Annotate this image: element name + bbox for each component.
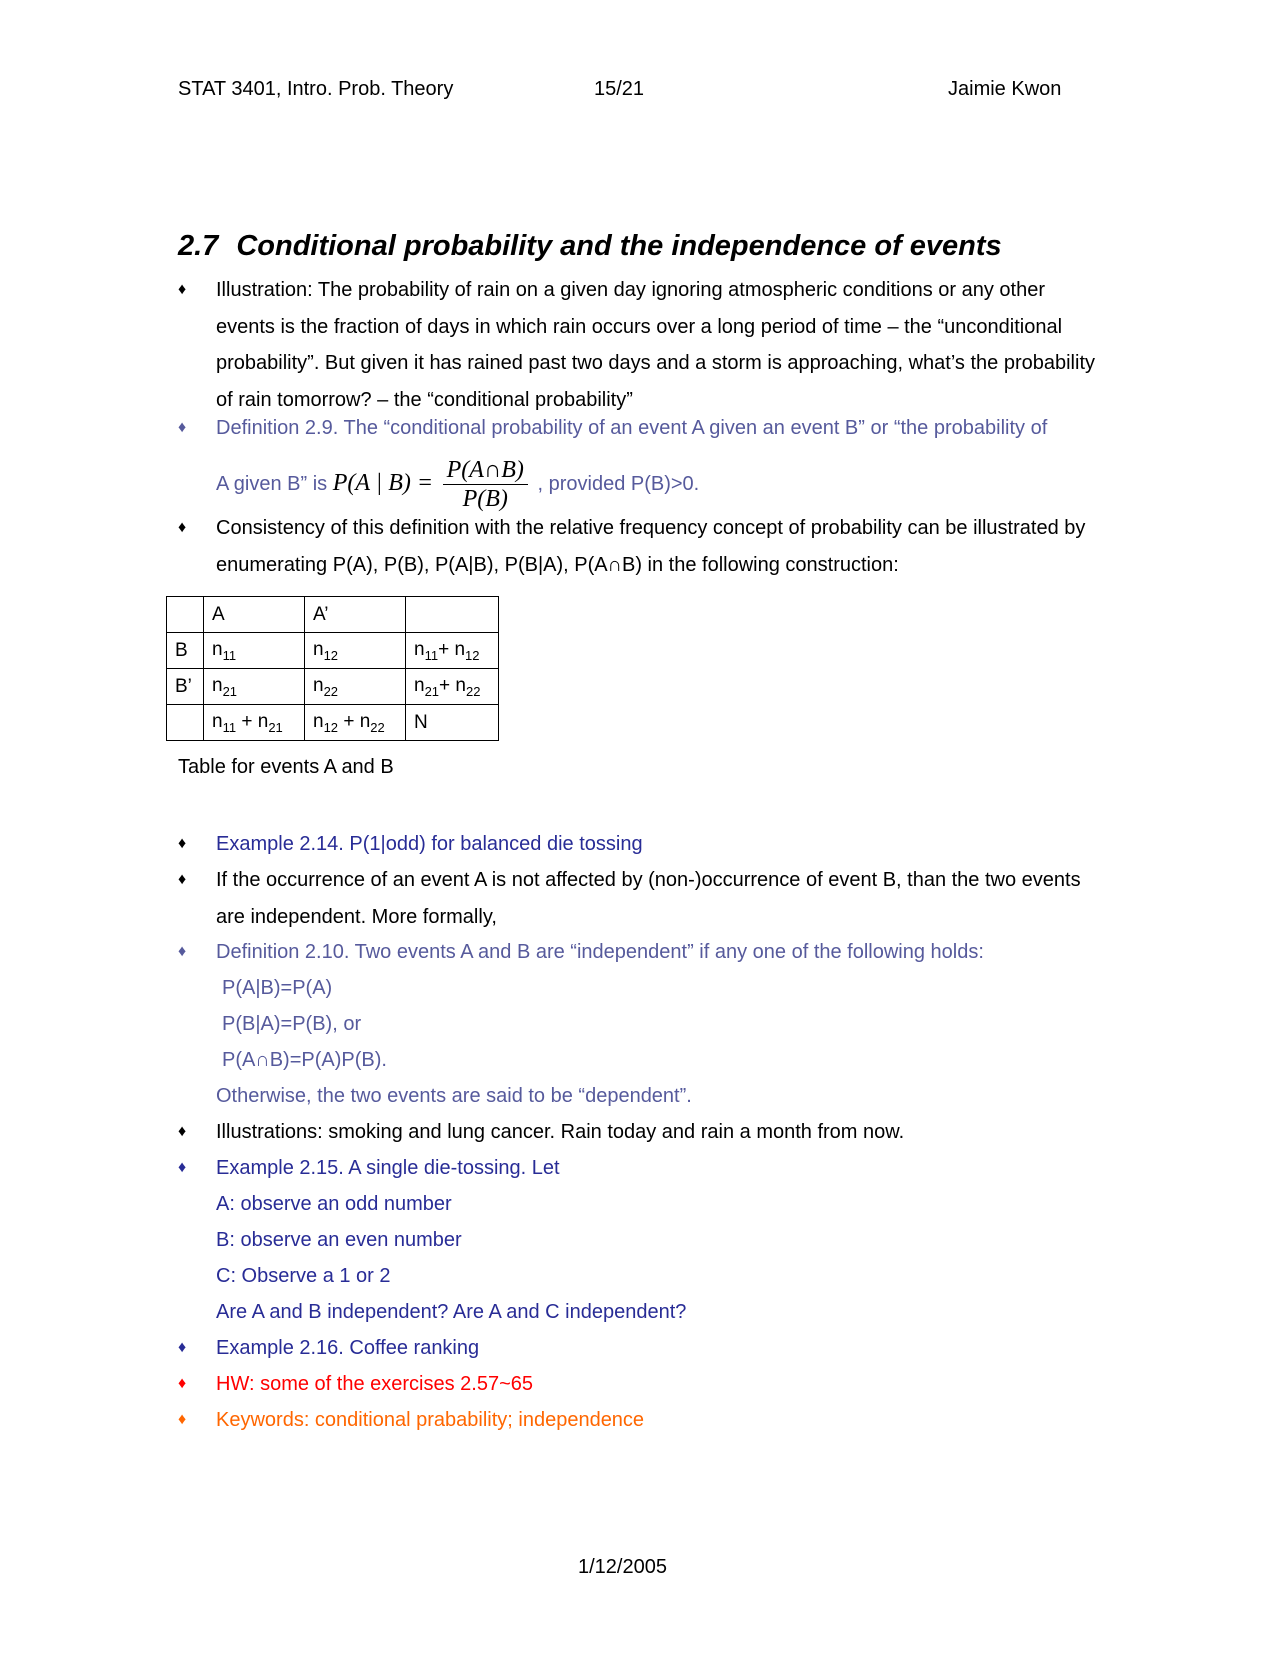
table-row <box>167 669 499 705</box>
bullet-diamond-icon: ♦ <box>178 419 187 436</box>
table-cell: $n_{12} + n_{22}$ <box>305 705 406 741</box>
table-cell: $n_{21}+ n_{22}$ <box>406 669 499 705</box>
bullet-diamond-icon: ♦ <box>178 1123 187 1140</box>
table-cell: $n_{21}$ <box>204 669 305 705</box>
formula-lhs: P(A | B) = <box>332 469 434 496</box>
bullet-diamond-icon: ♦ <box>178 871 187 888</box>
header-course: STAT 3401, Intro. Prob. Theory <box>178 78 454 100</box>
list-item-text: Example 2.15. A single die-tossing. Let <box>216 1157 560 1179</box>
footer-date: 1/12/2005 <box>578 1556 667 1578</box>
fraction-denominator: P(B) <box>462 486 508 512</box>
table-cell <box>167 705 204 741</box>
table-cell: $n_{11}$ <box>204 633 305 669</box>
table-cell: $n_{11} + n_{21}$ <box>204 705 305 741</box>
table-caption: Table for events A and B <box>178 756 394 778</box>
list-item-independence-intro <box>178 862 1108 935</box>
table-cell: A’ <box>305 597 406 633</box>
definition-formula-line <box>216 456 699 513</box>
bullet-diamond-icon: ♦ <box>178 1411 187 1428</box>
list-item-text: HW: some of the exercises 2.57~65 <box>216 1373 534 1395</box>
example-question: Are A and B independent? Are A and C independent? <box>216 1301 687 1323</box>
table-cell: B’ <box>167 669 204 705</box>
bullet-diamond-icon: ♦ <box>178 1375 187 1392</box>
event-a: A: observe an odd number <box>216 1193 452 1215</box>
list-item-text: If the occurrence of an event A is not affected by (non-)occurrence of event B, than the two events are independent. More formally, <box>216 869 1081 928</box>
list-item-definition-2-10 <box>178 934 1108 971</box>
table-cell: A <box>204 597 305 633</box>
table-row <box>167 597 499 633</box>
list-item-example-2-15 <box>178 1150 1108 1187</box>
list-item-text: Example 2.16. Coffee ranking <box>216 1337 480 1359</box>
list-item-definition-2-9 <box>178 410 1108 447</box>
table-row <box>167 705 499 741</box>
condition-3: P(A∩B)=P(A)P(B). <box>222 1049 387 1071</box>
list-item-text: Definition 2.10. Two events A and B are “independent” if any one of the following holds: <box>216 941 984 963</box>
list-item-example-2-14 <box>178 826 1108 863</box>
list-item-text: Example 2.14. P(1|odd) for balanced die tossing <box>216 833 643 855</box>
bullet-diamond-icon: ♦ <box>178 835 187 852</box>
section-title <box>178 230 1002 263</box>
event-b: B: observe an even number <box>216 1229 462 1251</box>
list-item-consistency <box>178 510 1108 583</box>
list-item-text: Definition 2.9. The “conditional probability of an event A given an event B” or “the probability of <box>216 417 1048 439</box>
list-item-illustrations <box>178 1114 1108 1151</box>
table-cell: B <box>167 633 204 669</box>
table-cell: N <box>406 705 499 741</box>
table-cell <box>406 597 499 633</box>
list-item-text: Illustrations: smoking and lung cancer. Rain today and rain a month from now. <box>216 1121 905 1143</box>
list-item-keywords <box>178 1402 1108 1439</box>
condition-1: P(A|B)=P(A) <box>222 977 333 999</box>
formula-suffix: , provided P(B)>0. <box>537 472 700 495</box>
section-title-text: Conditional probability and the independence of events <box>236 230 1002 262</box>
bullet-diamond-icon: ♦ <box>178 1159 187 1176</box>
formula-prefix: A given B” is <box>216 472 328 495</box>
table-cell: $n_{11}+ n_{12}$ <box>406 633 499 669</box>
bullet-diamond-icon: ♦ <box>178 1339 187 1356</box>
list-item-text: Keywords: conditional prabability; independence <box>216 1409 645 1431</box>
event-c: C: Observe a 1 or 2 <box>216 1265 391 1287</box>
list-item-text: Illustration: The probability of rain on a given day ignoring atmospheric conditions or any other events is the fraction of days in which rain occurs over a long period of time – the “unconditional probability”. But given it has rained past two days and a storm is approaching, what’s the probability of rain tomorrow? – the “conditional probability” <box>216 279 1096 411</box>
section-number: 2.7 <box>178 230 219 262</box>
header-page-number: 15/21 <box>594 78 645 100</box>
list-item-illustration <box>178 272 1108 418</box>
table-row <box>167 633 499 669</box>
bullet-diamond-icon: ♦ <box>178 281 187 298</box>
bullet-diamond-icon: ♦ <box>178 519 187 536</box>
bullet-diamond-icon: ♦ <box>178 943 187 960</box>
fraction-numerator: P(A∩B) <box>443 456 528 485</box>
dependent-note: Otherwise, the two events are said to be “dependent”. <box>216 1085 692 1107</box>
table-cell <box>167 597 204 633</box>
list-item-text: Consistency of this definition with the relative frequency concept of probability can be illustrated by enumerating P(A), P(B), P(A|B), P(B|A), P(A∩B) in the following construction: <box>216 517 1086 576</box>
fraction <box>443 456 528 513</box>
table-cell: $n_{22}$ <box>305 669 406 705</box>
events-table <box>166 596 499 741</box>
condition-2: P(B|A)=P(B), or <box>222 1013 362 1035</box>
list-item-homework <box>178 1366 1108 1403</box>
list-item-example-2-16 <box>178 1330 1108 1367</box>
table-cell: $n_{12}$ <box>305 633 406 669</box>
header-author: Jaimie Kwon <box>948 78 1062 100</box>
